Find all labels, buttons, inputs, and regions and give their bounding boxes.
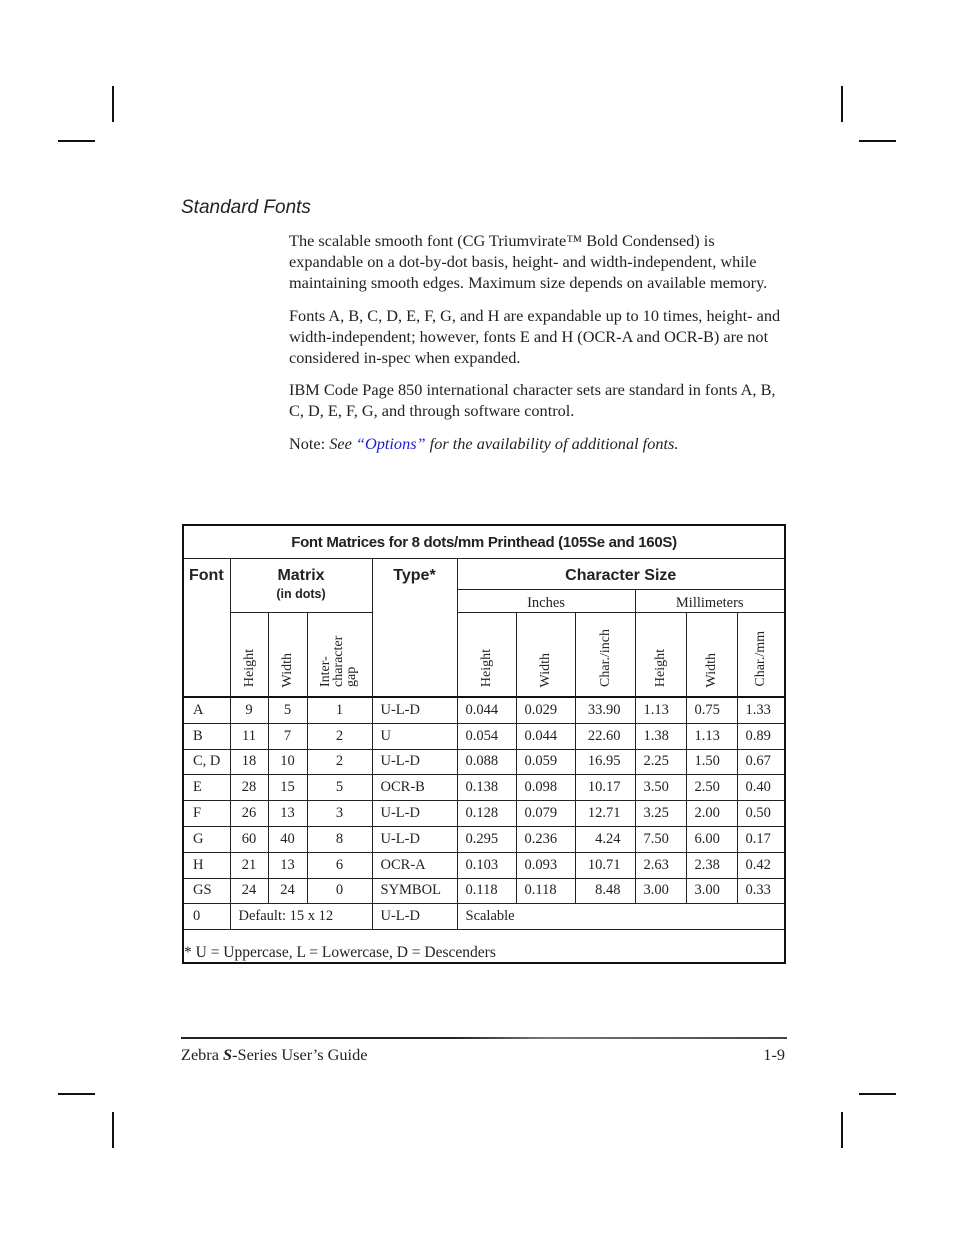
cell-inch-height: 0.103 (457, 852, 516, 878)
cell-inch-width: 0.029 (516, 697, 575, 723)
page-number: 1-9 (763, 1045, 785, 1064)
cell-width: 13 (268, 801, 307, 827)
cell-mm-height: 1.13 (635, 697, 686, 723)
cell-font: B (183, 723, 230, 749)
header-inches: Inches (457, 590, 635, 613)
cell-font: A (183, 697, 230, 723)
cell-inch-width: 0.044 (516, 723, 575, 749)
cell-type: SYMBOL (372, 878, 457, 904)
cell-inch-width: 0.236 (516, 826, 575, 852)
crop-mark-bottom-right-v (841, 1112, 843, 1148)
cell-width: 5 (268, 697, 307, 723)
crop-mark-top-right-h (859, 140, 896, 142)
cell-cpi: 4.24 (575, 826, 635, 852)
table-caption: Font Matrices for 8 dots/mm Printhead (105Se and 160S) (183, 525, 785, 559)
cell-mm-height: 3.00 (635, 878, 686, 904)
note-label: Note: (289, 433, 330, 453)
cell-height: 11 (230, 723, 268, 749)
cell-gap: 5 (307, 775, 372, 801)
cell-inch-width: 0.079 (516, 801, 575, 827)
cell-inch-width: 0.059 (516, 749, 575, 775)
cell-type: OCR-B (372, 775, 457, 801)
section-title: Standard Fonts (181, 197, 311, 218)
cell-cpi: 12.71 (575, 801, 635, 827)
cell-cpmm: 1.33 (737, 697, 785, 723)
header-char-per-inch: Char./inch (575, 613, 635, 698)
table-row (183, 826, 785, 852)
paragraph-code-page: IBM Code Page 850 international character sets are standard in fonts A, B, C, D, E, F, G, and through software control. (289, 380, 776, 421)
cell-mm-width: 3.00 (686, 878, 737, 904)
cell-cpmm: 0.40 (737, 775, 785, 801)
cell-type: U-L-D (372, 904, 457, 930)
cell-gap: 1 (307, 697, 372, 723)
table-row (183, 697, 785, 723)
cell-cpmm: 0.89 (737, 723, 785, 749)
cell-type: U-L-D (372, 826, 457, 852)
paragraph-scalable-font: The scalable smooth font (CG Triumvirate™ Bold Condensed) is expandable on a dot-by-dot basis, height- and width-independent, while maintaining smooth edges. Maximum size depends on available memory. (289, 231, 768, 293)
header-char-per-mm: Char./mm (737, 613, 785, 698)
cell-width: 40 (268, 826, 307, 852)
cell-cpmm: 0.67 (737, 749, 785, 775)
footer-brand-s: S (223, 1045, 233, 1064)
cell-cpmm: 0.17 (737, 826, 785, 852)
cell-type: U (372, 723, 457, 749)
cell-height: 60 (230, 826, 268, 852)
cell-gap: 2 (307, 723, 372, 749)
cell-mm-height: 7.50 (635, 826, 686, 852)
header-matrix-label: Matrix (277, 567, 325, 584)
cell-mm-height: 3.25 (635, 801, 686, 827)
header-character-size: Character Size (457, 559, 785, 590)
header-mm-height: Height (635, 613, 686, 698)
note-suffix: for the availability of additional fonts. (425, 433, 679, 453)
cell-inch-height: 0.054 (457, 723, 516, 749)
table-row (183, 775, 785, 801)
cell-cpi: 10.17 (575, 775, 635, 801)
cell-cpi: 8.48 (575, 878, 635, 904)
cell-mm-height: 3.50 (635, 775, 686, 801)
table-row (183, 749, 785, 775)
cell-mm-width: 2.00 (686, 801, 737, 827)
cell-font: F (183, 801, 230, 827)
header-font: Font (183, 559, 230, 698)
crop-mark-top-left-h (58, 140, 95, 142)
cell-matrix-default: Default: 15 x 12 (230, 904, 372, 930)
cell-type: U-L-D (372, 749, 457, 775)
cell-inch-height: 0.118 (457, 878, 516, 904)
body-text (289, 230, 789, 465)
cell-size-scalable: Scalable (457, 904, 785, 930)
cell-inch-height: 0.138 (457, 775, 516, 801)
header-mm-width: Width (686, 613, 737, 698)
cell-mm-height: 2.25 (635, 749, 686, 775)
cell-gap: 6 (307, 852, 372, 878)
crop-mark-bottom-right-h (859, 1093, 896, 1095)
header-inch-width: Width (516, 613, 575, 698)
cell-cpmm: 0.50 (737, 801, 785, 827)
crop-mark-top-left-v (112, 86, 114, 122)
paragraph-expandable-fonts: Fonts A, B, C, D, E, F, G, and H are expandable up to 10 times, height- and width-independent; however, fonts E and H (OCR-A and OCR-B) are not considered in-spec when expanded. (289, 305, 781, 368)
note (289, 433, 789, 454)
cell-font: 0 (183, 904, 230, 930)
header-matrix (230, 559, 372, 613)
footer-rule (181, 1037, 787, 1039)
table-row (183, 852, 785, 878)
cell-width: 10 (268, 749, 307, 775)
cell-mm-width: 1.50 (686, 749, 737, 775)
header-inch-height: Height (457, 613, 516, 698)
header-matrix-height: Height (230, 613, 268, 698)
cell-type: OCR-A (372, 852, 457, 878)
table-footnote-row (183, 930, 785, 964)
cell-mm-width: 1.13 (686, 723, 737, 749)
cell-gap: 2 (307, 749, 372, 775)
note-prefix: See (329, 433, 356, 453)
cell-inch-width: 0.098 (516, 775, 575, 801)
cell-cpi: 10.71 (575, 852, 635, 878)
cell-cpmm: 0.33 (737, 878, 785, 904)
cell-cpi: 33.90 (575, 697, 635, 723)
cell-mm-height: 2.63 (635, 852, 686, 878)
cell-type: U-L-D (372, 801, 457, 827)
header-type: Type* (372, 559, 457, 698)
cell-font: E (183, 775, 230, 801)
cell-width: 15 (268, 775, 307, 801)
table-row-scalable (183, 904, 785, 930)
table-row (183, 723, 785, 749)
cell-mm-width: 0.75 (686, 697, 737, 723)
cell-type: U-L-D (372, 697, 457, 723)
cell-cpi: 22.60 (575, 723, 635, 749)
cell-height: 21 (230, 852, 268, 878)
cell-width: 7 (268, 723, 307, 749)
cell-font: C, D (183, 749, 230, 775)
cell-gap: 0 (307, 878, 372, 904)
cell-height: 9 (230, 697, 268, 723)
cell-inch-height: 0.295 (457, 826, 516, 852)
cell-mm-height: 1.38 (635, 723, 686, 749)
cell-inch-height: 0.088 (457, 749, 516, 775)
cell-font: GS (183, 878, 230, 904)
cell-gap: 8 (307, 826, 372, 852)
cell-mm-width: 6.00 (686, 826, 737, 852)
table-row (183, 801, 785, 827)
header-matrix-unit: (in dots) (276, 587, 326, 601)
cell-mm-width: 2.50 (686, 775, 737, 801)
font-matrices-table (182, 524, 786, 964)
cell-inch-width: 0.093 (516, 852, 575, 878)
cell-mm-width: 2.38 (686, 852, 737, 878)
cell-gap: 3 (307, 801, 372, 827)
header-matrix-width: Width (268, 613, 307, 698)
table-footnote: * U = Uppercase, L = Lowercase, D = Descenders (183, 930, 785, 964)
cell-font: H (183, 852, 230, 878)
cell-cpmm: 0.42 (737, 852, 785, 878)
cell-inch-width: 0.118 (516, 878, 575, 904)
cell-height: 24 (230, 878, 268, 904)
crop-mark-top-right-v (841, 86, 843, 122)
crop-mark-bottom-left-v (112, 1112, 114, 1148)
options-link[interactable]: “Options” (355, 433, 426, 453)
cell-font: G (183, 826, 230, 852)
cell-height: 26 (230, 801, 268, 827)
header-matrix-gap: Inter-character gap (307, 613, 372, 698)
footer-guide-title: Zebra S-Series User’s Guide (181, 1045, 368, 1064)
cell-height: 28 (230, 775, 268, 801)
table-row (183, 878, 785, 904)
crop-mark-bottom-left-h (58, 1093, 95, 1095)
header-millimeters: Millimeters (635, 590, 785, 613)
cell-width: 24 (268, 878, 307, 904)
cell-height: 18 (230, 749, 268, 775)
cell-inch-height: 0.044 (457, 697, 516, 723)
cell-inch-height: 0.128 (457, 801, 516, 827)
cell-cpi: 16.95 (575, 749, 635, 775)
cell-width: 13 (268, 852, 307, 878)
